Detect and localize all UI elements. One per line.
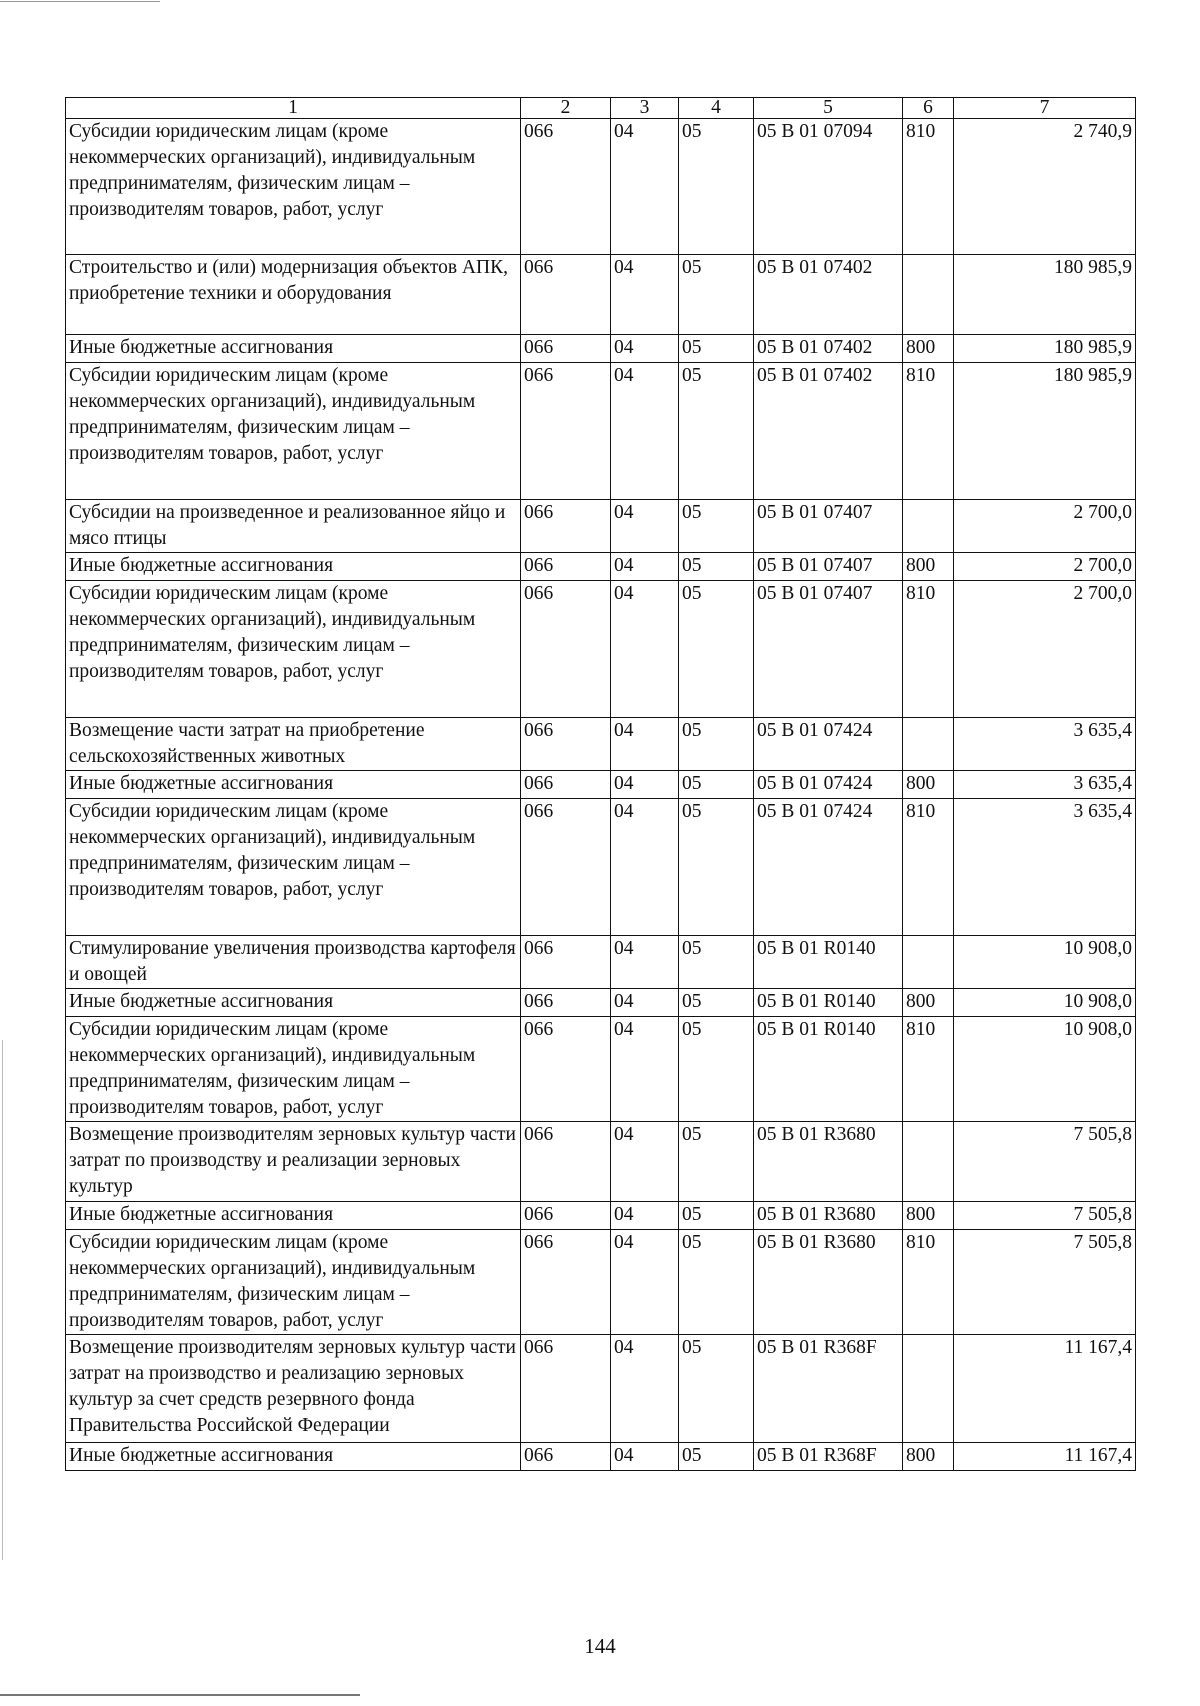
cell-expense-type: 800 xyxy=(903,771,954,799)
cell-amount: 180 985,9 xyxy=(954,363,1136,500)
cell-name: Иные бюджетные ассигнования xyxy=(66,989,521,1017)
cell-name: Субсидии юридическим лицам (кроме некоммерческих организаций), индивидуальным предпринимателям, физическим лицам – производителям товаров, работ, услуг xyxy=(66,581,521,718)
cell-subsection: 05 xyxy=(679,1202,754,1230)
table-row xyxy=(66,1122,1136,1202)
cell-admin-code: 066 xyxy=(521,1202,611,1230)
cell-subsection: 05 xyxy=(679,989,754,1017)
cell-expense-type xyxy=(903,1335,954,1443)
cell-expense-type: 800 xyxy=(903,1443,954,1471)
cell-name: Субсидии юридическим лицам (кроме некоммерческих организаций), индивидуальным предпринимателям, физическим лицам – производителям товаров, работ, услуг xyxy=(66,1230,521,1335)
cell-name: Возмещение части затрат на приобретение сельскохозяйственных животных xyxy=(66,718,521,771)
cell-target-article: 05 В 01 R3680 xyxy=(754,1202,903,1230)
cell-admin-code: 066 xyxy=(521,255,611,335)
cell-subsection: 05 xyxy=(679,718,754,771)
cell-amount: 11 167,4 xyxy=(954,1335,1136,1443)
cell-subsection: 05 xyxy=(679,1017,754,1122)
header-col-4: 4 xyxy=(679,98,754,119)
page-number: 144 xyxy=(584,1634,616,1658)
cell-amount: 3 635,4 xyxy=(954,718,1136,771)
cell-section: 04 xyxy=(611,718,679,771)
cell-name: Возмещение производителям зерновых культур части затрат на производство и реализацию зерновых культур за счет средств резервного фонда Правительства Российской Федерации xyxy=(66,1335,521,1443)
cell-target-article: 05 В 01 07424 xyxy=(754,771,903,799)
cell-target-article: 05 В 01 R3680 xyxy=(754,1230,903,1335)
cell-expense-type: 810 xyxy=(903,1230,954,1335)
cell-admin-code: 066 xyxy=(521,363,611,500)
cell-target-article: 05 В 01 07402 xyxy=(754,363,903,500)
cell-section: 04 xyxy=(611,500,679,553)
cell-amount: 3 635,4 xyxy=(954,771,1136,799)
cell-target-article: 05 В 01 07424 xyxy=(754,799,903,936)
cell-name: Иные бюджетные ассигнования xyxy=(66,771,521,799)
cell-section: 04 xyxy=(611,771,679,799)
cell-subsection: 05 xyxy=(679,553,754,581)
page-edge-left xyxy=(2,1040,3,1560)
cell-amount: 10 908,0 xyxy=(954,1017,1136,1122)
cell-amount: 11 167,4 xyxy=(954,1443,1136,1471)
cell-name: Субсидии юридическим лицам (кроме некоммерческих организаций), индивидуальным предпринимателям, физическим лицам – производителям товаров, работ, услуг xyxy=(66,799,521,936)
cell-target-article: 05 В 01 07402 xyxy=(754,255,903,335)
cell-amount: 7 505,8 xyxy=(954,1202,1136,1230)
cell-subsection: 05 xyxy=(679,363,754,500)
cell-subsection: 05 xyxy=(679,1230,754,1335)
cell-amount: 10 908,0 xyxy=(954,989,1136,1017)
cell-expense-type: 810 xyxy=(903,581,954,718)
cell-expense-type xyxy=(903,936,954,989)
cell-subsection: 05 xyxy=(679,936,754,989)
cell-target-article: 05 В 01 07407 xyxy=(754,500,903,553)
header-row xyxy=(66,98,1136,119)
header-col-5: 5 xyxy=(754,98,903,119)
cell-expense-type: 800 xyxy=(903,553,954,581)
cell-admin-code: 066 xyxy=(521,335,611,363)
table-row xyxy=(66,1443,1136,1471)
cell-section: 04 xyxy=(611,936,679,989)
cell-expense-type: 800 xyxy=(903,989,954,1017)
cell-subsection: 05 xyxy=(679,799,754,936)
cell-amount: 180 985,9 xyxy=(954,335,1136,363)
cell-amount: 3 635,4 xyxy=(954,799,1136,936)
cell-expense-type: 810 xyxy=(903,799,954,936)
table-row xyxy=(66,255,1136,335)
cell-target-article: 05 В 01 R0140 xyxy=(754,936,903,989)
cell-expense-type xyxy=(903,255,954,335)
cell-subsection: 05 xyxy=(679,500,754,553)
cell-expense-type: 810 xyxy=(903,1017,954,1122)
header-col-2: 2 xyxy=(521,98,611,119)
cell-target-article: 05 В 01 07094 xyxy=(754,119,903,255)
cell-name: Иные бюджетные ассигнования xyxy=(66,335,521,363)
cell-subsection: 05 xyxy=(679,255,754,335)
cell-expense-type xyxy=(903,718,954,771)
cell-name: Иные бюджетные ассигнования xyxy=(66,553,521,581)
cell-admin-code: 066 xyxy=(521,1443,611,1471)
cell-expense-type: 800 xyxy=(903,1202,954,1230)
cell-name: Возмещение производителям зерновых культур части затрат по производству и реализации зерновых культур xyxy=(66,1122,521,1202)
cell-subsection: 05 xyxy=(679,1122,754,1202)
cell-section: 04 xyxy=(611,255,679,335)
cell-admin-code: 066 xyxy=(521,1230,611,1335)
cell-subsection: 05 xyxy=(679,581,754,718)
cell-admin-code: 066 xyxy=(521,119,611,255)
header-col-6: 6 xyxy=(903,98,954,119)
cell-name: Иные бюджетные ассигнования xyxy=(66,1443,521,1471)
table-row xyxy=(66,1335,1136,1443)
header-col-3: 3 xyxy=(611,98,679,119)
cell-target-article: 05 В 01 R0140 xyxy=(754,989,903,1017)
table-row xyxy=(66,335,1136,363)
header-col-7: 7 xyxy=(954,98,1136,119)
table-row xyxy=(66,363,1136,500)
cell-target-article: 05 В 01 07424 xyxy=(754,718,903,771)
cell-name: Субсидии юридическим лицам (кроме некоммерческих организаций), индивидуальным предпринимателям, физическим лицам – производителям товаров, работ, услуг xyxy=(66,363,521,500)
cell-amount: 2 700,0 xyxy=(954,581,1136,718)
cell-section: 04 xyxy=(611,1335,679,1443)
table-row xyxy=(66,1230,1136,1335)
table-row xyxy=(66,553,1136,581)
cell-section: 04 xyxy=(611,363,679,500)
page-edge-top xyxy=(0,1,160,2)
cell-amount: 10 908,0 xyxy=(954,936,1136,989)
budget-table xyxy=(65,97,1136,1471)
cell-amount: 7 505,8 xyxy=(954,1230,1136,1335)
cell-admin-code: 066 xyxy=(521,799,611,936)
cell-admin-code: 066 xyxy=(521,936,611,989)
cell-name: Субсидии юридическим лицам (кроме некоммерческих организаций), индивидуальным предпринимателям, физическим лицам – производителям товаров, работ, услуг xyxy=(66,1017,521,1122)
cell-admin-code: 066 xyxy=(521,500,611,553)
cell-amount: 2 700,0 xyxy=(954,500,1136,553)
table-row xyxy=(66,936,1136,989)
cell-section: 04 xyxy=(611,1017,679,1122)
cell-expense-type xyxy=(903,1122,954,1202)
cell-target-article: 05 В 01 R368F xyxy=(754,1443,903,1471)
cell-admin-code: 066 xyxy=(521,1335,611,1443)
cell-name: Стимулирование увеличения производства картофеля и овощей xyxy=(66,936,521,989)
cell-target-article: 05 В 01 R368F xyxy=(754,1335,903,1443)
cell-name: Субсидии юридическим лицам (кроме некоммерческих организаций), индивидуальным предпринимателям, физическим лицам – производителям товаров, работ, услуг xyxy=(66,119,521,255)
cell-amount: 2 740,9 xyxy=(954,119,1136,255)
cell-name: Субсидии на произведенное и реализованное яйцо и мясо птицы xyxy=(66,500,521,553)
cell-expense-type: 810 xyxy=(903,363,954,500)
table-row xyxy=(66,718,1136,771)
table-row xyxy=(66,581,1136,718)
cell-section: 04 xyxy=(611,1122,679,1202)
cell-section: 04 xyxy=(611,799,679,936)
cell-section: 04 xyxy=(611,1230,679,1335)
cell-expense-type: 800 xyxy=(903,335,954,363)
cell-admin-code: 066 xyxy=(521,989,611,1017)
cell-admin-code: 066 xyxy=(521,581,611,718)
table-row xyxy=(66,500,1136,553)
cell-admin-code: 066 xyxy=(521,718,611,771)
cell-section: 04 xyxy=(611,581,679,718)
cell-subsection: 05 xyxy=(679,1443,754,1471)
cell-expense-type xyxy=(903,500,954,553)
cell-target-article: 05 В 01 R3680 xyxy=(754,1122,903,1202)
table-row xyxy=(66,799,1136,936)
table-row xyxy=(66,989,1136,1017)
table-row xyxy=(66,771,1136,799)
cell-subsection: 05 xyxy=(679,335,754,363)
cell-name: Иные бюджетные ассигнования xyxy=(66,1202,521,1230)
cell-target-article: 05 В 01 07407 xyxy=(754,581,903,718)
cell-expense-type: 810 xyxy=(903,119,954,255)
cell-subsection: 05 xyxy=(679,1335,754,1443)
cell-admin-code: 066 xyxy=(521,771,611,799)
table-row xyxy=(66,119,1136,255)
table-row xyxy=(66,1202,1136,1230)
cell-admin-code: 066 xyxy=(521,1122,611,1202)
cell-section: 04 xyxy=(611,1202,679,1230)
cell-target-article: 05 В 01 R0140 xyxy=(754,1017,903,1122)
cell-admin-code: 066 xyxy=(521,1017,611,1122)
cell-admin-code: 066 xyxy=(521,553,611,581)
cell-amount: 7 505,8 xyxy=(954,1122,1136,1202)
cell-section: 04 xyxy=(611,553,679,581)
cell-subsection: 05 xyxy=(679,119,754,255)
cell-target-article: 05 В 01 07407 xyxy=(754,553,903,581)
cell-amount: 2 700,0 xyxy=(954,553,1136,581)
page-edge-bottom xyxy=(0,1694,360,1696)
cell-name: Строительство и (или) модернизация объектов АПК, приобретение техники и оборудования xyxy=(66,255,521,335)
cell-subsection: 05 xyxy=(679,771,754,799)
cell-section: 04 xyxy=(611,119,679,255)
header-col-1: 1 xyxy=(66,98,521,119)
cell-section: 04 xyxy=(611,1443,679,1471)
cell-section: 04 xyxy=(611,335,679,363)
cell-section: 04 xyxy=(611,989,679,1017)
table-row xyxy=(66,1017,1136,1122)
cell-amount: 180 985,9 xyxy=(954,255,1136,335)
cell-target-article: 05 В 01 07402 xyxy=(754,335,903,363)
